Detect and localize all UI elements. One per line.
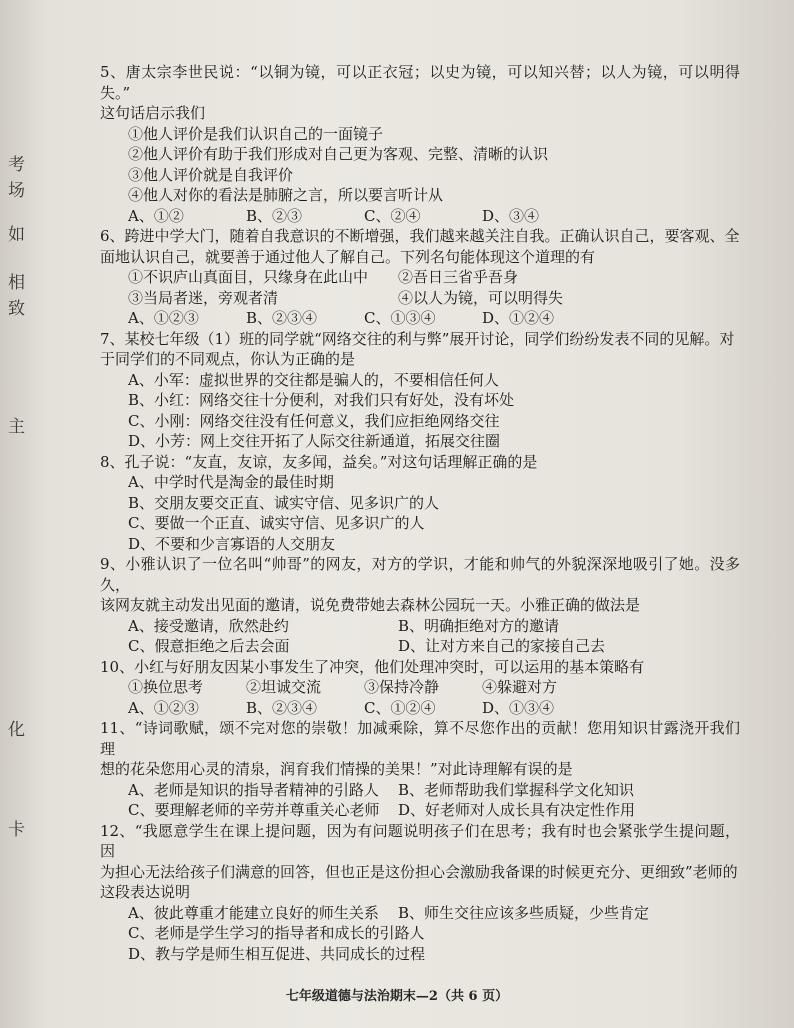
statement-item: ③他人评价就是自我评价 <box>128 165 294 184</box>
choice-row <box>100 903 740 924</box>
question-11 <box>100 718 740 821</box>
statement-item: ②吾日三省乎吾身 <box>398 268 519 286</box>
choice-d: D、③④ <box>482 206 540 225</box>
question-6 <box>100 226 740 329</box>
statement-item: ②坦诚交流 <box>246 678 322 696</box>
choice-row <box>100 800 740 821</box>
choice-d: D、①③④ <box>482 698 555 717</box>
choice-a: A、①②③ <box>128 309 199 327</box>
choice-b: B、明确拒绝对方的邀请 <box>398 616 560 635</box>
statement-item: ①换位思考 <box>128 678 204 696</box>
question-stem: 为担心无法给孩子们满意的回答，但也正是这份担心会激励我备课的时候更充分、更细致”老师的 <box>100 862 738 881</box>
statement-row <box>100 288 740 309</box>
choice-c: C、小刚：网络交往没有任何意义，我们应拒绝网络交往 <box>128 411 500 430</box>
question-stem: 5、唐太宗李世民说：“以铜为镜，可以正衣冠；以史为镜，可以知兴替；以人为镜，可以明得失。” <box>100 63 740 102</box>
choice-c: C、①③④ <box>364 309 436 327</box>
statement-item: ③当局者迷，旁观者清 <box>128 288 279 307</box>
choice-c: C、要做一个正直、诚实守信、见多识广的人 <box>128 514 425 532</box>
choice-b: B、交朋友要交正直、诚实守信、见多识广的人 <box>128 493 440 512</box>
statement-item: ②他人评价有助于我们形成对自己更为客观、完整、清晰的认识 <box>128 145 549 163</box>
margin-char: 主 <box>8 417 25 437</box>
question-stem: 9、小雅认识了一位名叫“帅哥”的网友，对方的学识，才能和帅气的外貌深深地吸引了她。没多久， <box>100 555 740 594</box>
choice-c: C、老师是学生学习的指导者和成长的引路人 <box>128 924 425 942</box>
choice-a: A、小军：虚拟世界的交往都是骗人的，不要相信任何人 <box>128 370 499 389</box>
question-7 <box>100 329 740 452</box>
page-footer: 七年级道德与法治期末—2（共 6 页） <box>285 989 509 1004</box>
question-stem: 7、某校七年级（1）班的同学就“网络交往的利与弊”展开讨论，同学们纷纷发表不同的见解。对 <box>100 329 735 348</box>
margin-char: 相 <box>8 273 25 293</box>
question-stem: 于同学们的不同观点，你认为正确的是 <box>100 350 356 368</box>
choice-d: D、①②④ <box>482 309 555 327</box>
margin-char: 考 <box>8 155 25 175</box>
choice-row <box>100 780 740 801</box>
choice-b: B、②③④ <box>246 309 318 327</box>
question-stem: 该网友就主动发出见面的邀请，说免费带她去森林公园玩一天。小雅正确的做法是 <box>100 596 641 614</box>
statement-item: ④以人为镜，可以明得失 <box>398 288 564 307</box>
choice-d: D、让对方来自己的家接自己去 <box>398 637 606 655</box>
choice-b: B、老师帮助我们掌握科学文化知识 <box>398 780 635 799</box>
question-stem: 11、“诗词歌赋，颂不完对您的崇敬！加减乘除，算不尽您作出的贡献！您用知识甘露浇开我们理 <box>100 719 740 758</box>
statement-row <box>100 677 740 698</box>
question-stem: 这句话启示我们 <box>100 104 206 122</box>
choice-a: A、彼此尊重才能建立良好的师生关系 <box>128 903 379 922</box>
statement-item: ①不识庐山真面目，只缘身在此山中 <box>128 268 369 286</box>
margin-char: 致 <box>8 299 25 319</box>
choice-b: B、小红：网络交往十分便利，对我们只有好处，没有坏处 <box>128 391 515 409</box>
statement-item: ③保持冷静 <box>364 678 440 696</box>
choice-row <box>100 206 740 227</box>
choice-a: A、①②③ <box>128 698 199 717</box>
choice-c: C、假意拒绝之后去会面 <box>128 637 290 655</box>
question-list <box>100 62 740 964</box>
question-10 <box>100 657 740 719</box>
choice-c: C、要理解老师的辛劳并尊重关心老师 <box>128 801 380 819</box>
choice-row <box>100 616 740 637</box>
choice-d: D、小芳：网上交往开拓了人际交往新通道，拓展交往圈 <box>128 432 501 450</box>
choice-a: A、接受邀请，欣然赴约 <box>128 616 289 635</box>
choice-d: D、不要和少言寡语的人交朋友 <box>128 534 336 553</box>
statement-row <box>100 267 740 288</box>
question-stem: 6、跨进中学大门，随着自我意识的不断增强，我们越来越关注自我。正确认识自己，要客观、全 <box>100 227 740 245</box>
choice-d: D、好老师对人成长具有决定性作用 <box>398 801 636 819</box>
question-stem: 想的花朵您用心灵的清泉，润育我们情操的美果！”对此诗理解有误的是 <box>100 760 573 778</box>
choice-c: C、②④ <box>364 206 421 225</box>
question-stem: 10、小红与好朋友因某小事发生了冲突，他们处理冲突时，可以运用的基本策略有 <box>100 657 645 676</box>
margin-char: 卡 <box>8 820 25 840</box>
statement-item: ①他人评价是我们认识自己的一面镜子 <box>128 124 384 143</box>
question-9 <box>100 554 740 657</box>
question-8 <box>100 452 740 555</box>
margin-char: 化 <box>8 720 25 740</box>
choice-a: A、老师是知识的指导者精神的引路人 <box>128 780 379 799</box>
choice-a: A、中学时代是淘金的最佳时期 <box>128 473 334 491</box>
choice-a: A、①② <box>128 206 184 225</box>
choice-b: B、②③ <box>246 206 303 225</box>
choice-row <box>100 636 740 657</box>
choice-c: C、①②④ <box>364 698 436 717</box>
choice-b: B、②③④ <box>246 698 318 717</box>
choice-b: B、师生交往应该多些质疑，少些肯定 <box>398 903 650 922</box>
choice-d: D、教与学是师生相互促进、共同成长的过程 <box>128 944 426 963</box>
question-stem: 8、孔子说：“友直，友谅，友多闻，益矣。”对这句话理解正确的是 <box>100 452 538 471</box>
statement-item: ④他人对你的看法是肺腑之言，所以要言听计从 <box>128 186 444 204</box>
margin-char: 如 <box>8 225 25 245</box>
question-5 <box>100 62 740 226</box>
question-stem: 12、“我愿意学生在课上提问题，因为有问题说明孩子们在思考；我有时也会紧张学生提问题，因 <box>100 821 740 860</box>
choice-row <box>100 698 740 719</box>
statement-item: ④躲避对方 <box>482 678 558 696</box>
margin-char: 场 <box>8 181 25 201</box>
choice-row <box>100 308 740 329</box>
question-12 <box>100 821 740 965</box>
question-stem: 面地认识自己，就要善于通过他人了解自己。下列名句能体现这个道理的有 <box>100 247 596 266</box>
question-stem: 这段表达说明 <box>100 883 191 901</box>
